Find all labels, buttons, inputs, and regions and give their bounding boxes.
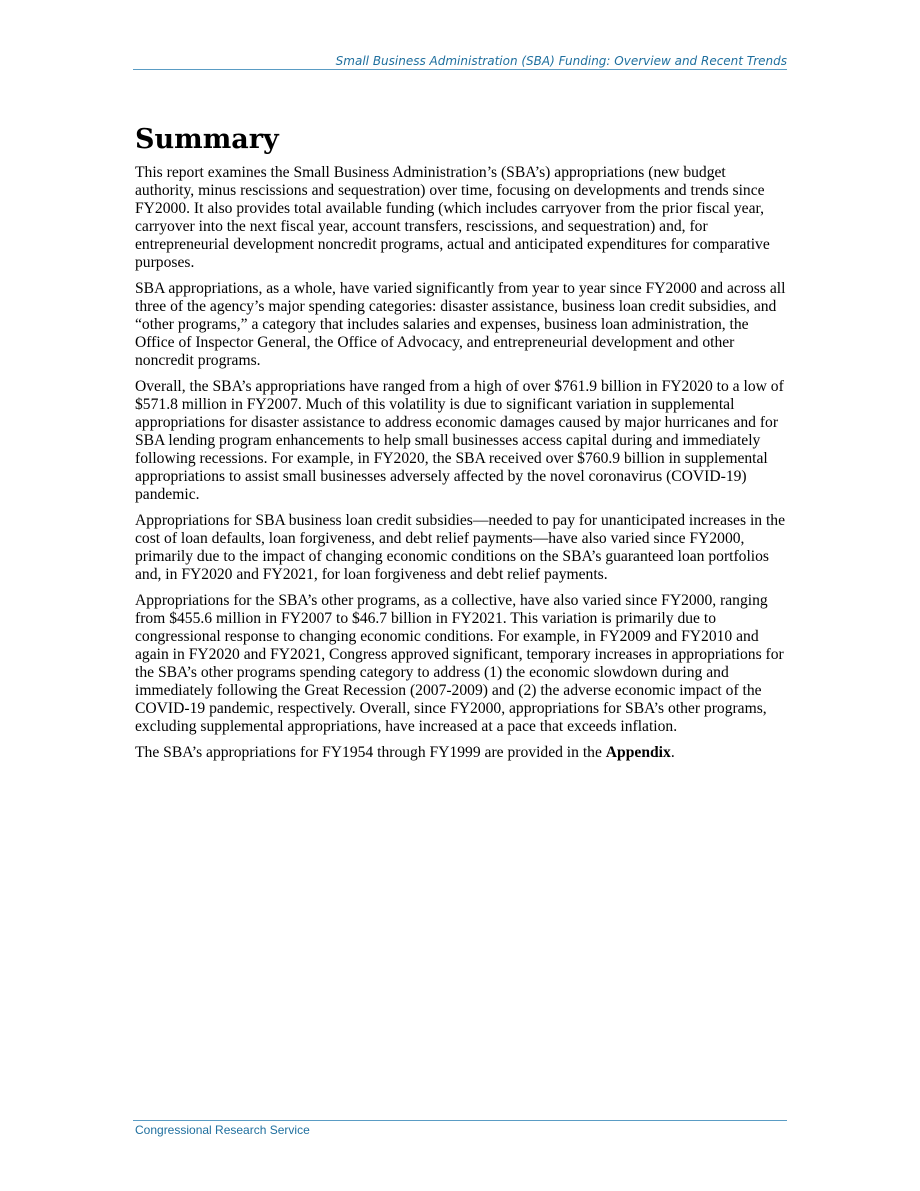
running-header — [133, 54, 787, 70]
summary-paragraph-6 — [135, 744, 787, 762]
appendix-link[interactable]: Appendix — [605, 744, 671, 761]
footer-divider — [133, 1120, 787, 1121]
running-title: Small Business Administration (SBA) Funding: Overview and Recent Trends — [335, 54, 787, 68]
appendix-sentence-end: . — [670, 744, 675, 761]
footer-organization: Congressional Research Service — [135, 1123, 310, 1137]
summary-paragraph-1: This report examines the Small Business Administration’s (SBA’s) appropriations (new budget authority, minus rescissions and sequestration) over time, focusing on developments and trends since FY2000. It also provides total available funding (which includes carryover from the prior fiscal year, carryover into the next fiscal year, account transfers, rescissions, and sequestration) and, for entrepreneurial development noncredit programs, actual and anticipated expenditures for comparative purposes. — [135, 164, 770, 271]
summary-section — [135, 122, 787, 770]
summary-paragraph-2: SBA appropriations, as a whole, have varied significantly from year to year since FY2000 and across all three of the agency’s major spending categories: disaster assistance, business loan credit subsidies, and “other programs,” a category that includes salaries and expenses, business loan administration, the Office of Inspector General, the Office of Advocacy, and entrepreneurial development and other noncredit programs. — [135, 280, 786, 369]
appendix-sentence-start: The SBA’s appropriations for FY1954 through FY1999 are provided in the — [135, 744, 606, 761]
summary-paragraph-5: Appropriations for the SBA’s other programs, as a collective, have also varied since FY2000, ranging from $455.6 million in FY2007 to $46.7 billion in FY2021. This variation is primarily due to congressional response to changing economic conditions. For example, in FY2009 and FY2010 and again in FY2020 and FY2021, Congress approved significant, temporary increases in appropriations for the SBA’s other programs spending category to address (1) the economic slowdown during and immediately following the Great Recession (2007-2009) and (2) the adverse economic impact of the COVID-19 pandemic, respectively. Overall, since FY2000, appropriations for SBA’s other programs, excluding supplemental appropriations, have increased at a pace that exceeds inflation. — [135, 592, 784, 735]
summary-paragraph-3: Overall, the SBA’s appropriations have ranged from a high of over $761.9 billion in FY2020 to a low of $571.8 million in FY2007. Much of this volatility is due to significant variation in supplemental appropriations for disaster assistance to address economic damages caused by major hurricanes and for SBA lending program enhancements to help small businesses access capital during and immediately following recessions. For example, in FY2020, the SBA received over $760.9 billion in supplemental appropriations to assist small businesses adversely affected by the novel coronavirus (COVID-19) pandemic. — [135, 378, 784, 503]
summary-heading: Summary — [135, 124, 279, 155]
summary-paragraph-4: Appropriations for SBA business loan credit subsidies—needed to pay for unanticipated increases in the cost of loan defaults, loan forgiveness, and debt relief payments—have also varied since FY2000, primarily due to the impact of changing economic conditions on the SBA’s guaranteed loan portfolios and, in FY2020 and FY2021, for loan forgiveness and debt relief payments. — [135, 512, 786, 583]
